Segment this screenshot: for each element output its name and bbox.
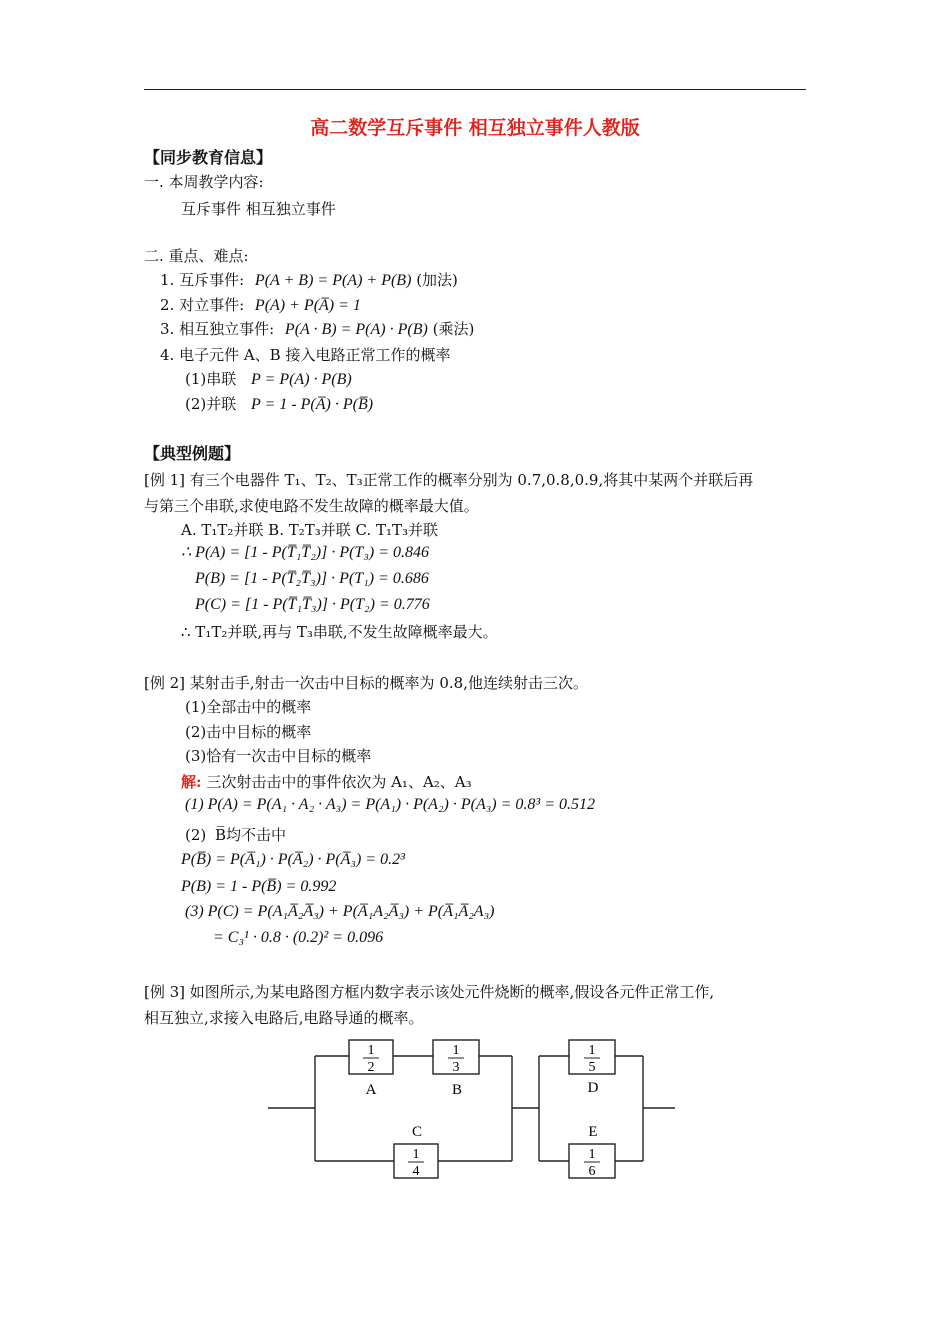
section-2-heading: 二. 重点、难点: — [144, 247, 249, 265]
key-point-4a-formula: P = P(A) · P(B) — [251, 371, 352, 388]
key-point-1-label: 1. 互斥事件: — [160, 271, 245, 289]
answer-2-text: B̅均不击中 — [215, 826, 287, 844]
example-2-question-2: (2)击中目标的概率 — [185, 723, 312, 741]
component-e — [569, 1124, 615, 1179]
component-a-numerator: 1 — [367, 1043, 375, 1058]
component-a-label: A — [365, 1082, 377, 1098]
answer-2-label: (2) — [185, 826, 207, 844]
key-point-2 — [160, 295, 361, 316]
page-title: 高二数学互斥事件 相互独立事件人教版 — [310, 117, 640, 139]
solution-label: 解: — [181, 773, 202, 791]
component-b-numerator: 1 — [452, 1043, 460, 1058]
component-b — [433, 1040, 479, 1098]
circuit-diagram — [260, 1030, 690, 1190]
key-point-1-formula: P(A + B) = P(A) + P(B) — [254, 272, 412, 289]
key-point-2-label: 2. 对立事件: — [160, 296, 245, 314]
section-heading-examples: 【典型例题】 — [144, 444, 241, 463]
component-c-label: C — [411, 1124, 423, 1140]
key-point-4b-label: (2)并联 — [185, 395, 237, 413]
key-point-3-formula: P(A · B) = P(A) · P(B) — [284, 321, 428, 338]
example-1-options: A. T₁T₂并联 B. T₂T₃并联 C. T₁T₃并联 — [181, 521, 439, 539]
component-a-denominator: 2 — [367, 1060, 375, 1075]
key-point-3 — [160, 319, 474, 340]
key-point-4: 4. 电子元件 A、B 接入电路正常工作的概率 — [160, 346, 451, 364]
header-rule — [144, 89, 806, 90]
key-point-4a-label: (1)串联 — [185, 370, 237, 388]
component-a — [349, 1040, 393, 1098]
section-1-body: 互斥事件 相互独立事件 — [181, 200, 336, 218]
key-point-4a — [185, 369, 352, 390]
component-e-denominator: 6 — [588, 1164, 596, 1179]
key-point-4b — [185, 394, 373, 415]
example-2-answer-1: (1) P(A) = P(A₁ · A₂ · A₃) = P(A₁) · P(A₂) · P(A₃) = 0.8³ = 0.512 — [185, 796, 595, 813]
key-point-1 — [160, 270, 458, 291]
example-3-line-1: [例 3] 如图所示,为某电路图方框内数字表示该处元件烧断的概率,假设各元件正常工作, — [144, 983, 715, 1001]
component-e-numerator: 1 — [588, 1147, 596, 1162]
example-1-formula-1: ∴ P(A) = [1 - P(T̅₁T̅₂)] · P(T₃) = 0.846 — [181, 544, 429, 561]
component-d — [569, 1040, 615, 1096]
component-b-denominator: 3 — [452, 1060, 460, 1075]
section-1-heading: 一. 本周教学内容: — [144, 173, 264, 191]
key-point-3-label: 3. 相互独立事件: — [160, 320, 275, 338]
component-c-denominator: 4 — [412, 1164, 420, 1179]
component-e-label: E — [588, 1124, 598, 1140]
section-heading-info: 【同步教育信息】 — [144, 148, 273, 167]
example-3-line-2: 相互独立,求接入电路后,电路导通的概率。 — [144, 1009, 424, 1027]
example-1-formula-2: P(B) = [1 - P(T̅₂T̅₃)] · P(T₁) = 0.686 — [195, 570, 429, 587]
example-2-answer-2 — [185, 825, 286, 845]
solution-text: 三次射击击中的事件依次为 A₁、A₂、A₃ — [206, 773, 472, 791]
example-2-question-1: (1)全部击中的概率 — [185, 698, 312, 716]
example-2-question-3: (3)恰有一次击中目标的概率 — [185, 747, 372, 765]
example-1-line-2: 与第三个串联,求使电路不发生故障的概率最大值。 — [144, 497, 479, 515]
component-d-numerator: 1 — [588, 1043, 596, 1058]
component-d-denominator: 5 — [588, 1060, 596, 1075]
example-2-solution — [181, 772, 472, 792]
component-b-label: B — [451, 1082, 463, 1098]
example-1-formula-3: P(C) = [1 - P(T̅₁T̅₃)] · P(T₂) = 0.776 — [195, 596, 430, 613]
component-d-label: D — [587, 1080, 599, 1096]
key-point-4b-formula: P = 1 - P(A̅) · P(B̅) — [251, 396, 374, 413]
example-1-conclusion: ∴ T₁T₂并联,再与 T₃串联,不发生故障概率最大。 — [181, 623, 498, 641]
key-point-1-note: (加法) — [416, 271, 458, 289]
example-2-answer-3: (3) P(C) = P(A₁A̅₂A̅₃) + P(A̅₁A₂A̅₃) + P(A̅₁A̅₂A₃) — [185, 903, 495, 920]
component-c — [394, 1124, 438, 1179]
example-2-line-1: [例 2] 某射击手,射击一次击中目标的概率为 0.8,他连续射击三次。 — [144, 674, 588, 692]
example-1-line-1: [例 1] 有三个电器件 T₁、T₂、T₃正常工作的概率分别为 0.7,0.8,0.9,将其中某两个并联后再 — [144, 471, 754, 489]
example-2-answer-3-result: = C₃¹ · 0.8 · (0.2)² = 0.096 — [213, 929, 384, 946]
component-c-numerator: 1 — [412, 1147, 420, 1162]
example-2-answer-2-formula-1: P(B̅) = P(A̅₁) · P(A̅₂) · P(A̅₃) = 0.2³ — [181, 851, 405, 868]
key-point-2-formula: P(A) + P(A̅) = 1 — [254, 297, 361, 314]
key-point-3-note: (乘法) — [432, 320, 475, 338]
example-2-answer-2-formula-2: P(B) = 1 - P(B̅) = 0.992 — [181, 878, 337, 895]
